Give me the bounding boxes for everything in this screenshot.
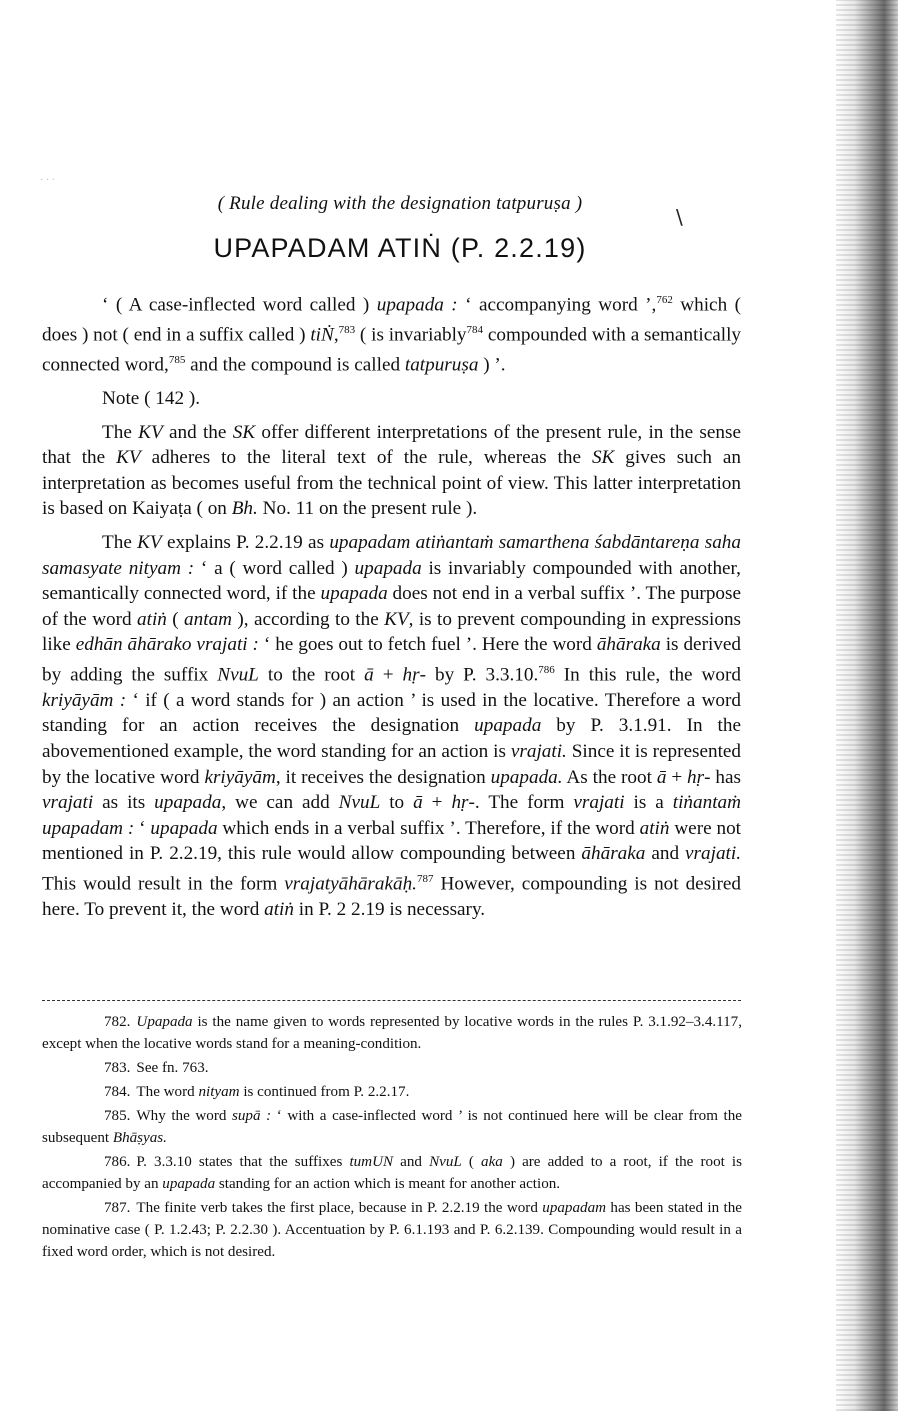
- footnote-reference: 783: [338, 323, 356, 336]
- paragraph-interpretations: The KV and the SK offer different interpretations of the present rule, in the sense that the KV adheres to the literal text of the rule, whereas the SK gives such an interpretation as becomes useful from the technical point of view. This latter interpretation is based on Kaiyaṭa ( on Bh. No. 11 on the present rule ).: [42, 421, 741, 520]
- footnote-reference: 787: [416, 873, 434, 886]
- footnote-reference: 786: [538, 663, 555, 676]
- footnote-text: See fn. 763.: [136, 1060, 209, 1076]
- footnote-reference: 762: [656, 294, 673, 306]
- footnote-784: [42, 1081, 742, 1103]
- rule-subheading: ( Rule dealing with the designation tatpuruṣa ): [217, 193, 583, 214]
- stray-pen-mark: \: [676, 205, 683, 229]
- footnote-number: 786.: [104, 1154, 131, 1170]
- rule-translation: ‘ ( A case-inflected word called ) upapada : ‘ accompanying word ’,$^{762}$ which ( does ) not ( end in a suffix called ) tiṄ,$^{783}$ ( is invariably$^{784}$ compounded with a semantically connected word,$^{785}$ and the compound is called tatpuruṣa ) ’.: [42, 294, 741, 376]
- footnotes: [42, 1011, 742, 1265]
- paragraph-kv-explanation: The KV explains P. 2.2.19 as upapadam atiṅantaṁ samarthena śabdāntareṇa saha samasyate nityam : ‘ a ( word called ) upapada is invariably compounded with another, semantically connected word, if the upapada does not end in a verbal suffix ’. The purpose of the word atiṅ ( antam ), according to the KV, is to prevent compounding in expressions like edhān āhārako vrajati : ‘ he goes out to fetch fuel ’. Here the word āhāraka is derived by adding the suffix NvuL to the root ā + hṛ- by P. 3.3.10.$^{786}$ In this rule, the word kriyāyām : ‘ if ( a word stands for ) an action ’ is used in the locative. Therefore a word standing for an action receives the designation upapada by P. 3.1.91. In the abovementioned example, the word standing for an action is vrajati. Since it is represented by the locative word kriyāyām, it receives the designation upapada. As the root ā + hṛ- has vrajati as its upapada, we can add NvuL to ā + hṛ-. The form vrajati is a tiṅantaṁ upapadam : ‘ upapada which ends in a verbal suffix ’. Therefore, if the word atiṅ were not mentioned in P. 2.2.19, this rule would allow compounding between āhāraka and vrajati. This would result in the form vrajatyāhārakāḥ.$^{787}$ However, compounding is not desired here. To prevent it, the word atiṅ in P. 2 2.19 is necessary.: [42, 531, 742, 921]
- footnote-number: 787.: [104, 1200, 131, 1216]
- rule-heading: UPAPADAM ATIṄ (P. 2.2.19): [213, 233, 587, 263]
- footnote-783: [42, 1057, 742, 1079]
- main-text: [42, 288, 741, 923]
- scan-speck: · · ·: [40, 175, 55, 186]
- footnote-text: Upapada is the name given to words represented by locative words in the rules P. 3.1.92–3.4.117, except when the locative words stand for a meaning-condition.: [42, 1014, 742, 1052]
- binding-shadow: [836, 0, 898, 1411]
- footnote-787: [42, 1197, 742, 1263]
- footnote-text: Why the word supā : ‘ with a case-inflected word ’ is not continued here will be clear from the subsequent Bhāṣyas.: [42, 1108, 742, 1146]
- note-label: Note ( 142 ).: [102, 387, 201, 409]
- footnote-text: The word nityam is continued from P. 2.2.17.: [136, 1084, 410, 1100]
- footnote-number: 784.: [104, 1084, 131, 1100]
- footnote-text: The finite verb takes the first place, because in P. 2.2.19 the word upapadam has been stated in the nominative case ( P. 1.2.43; P. 2.2.30 ). Accentuation by P. 6.1.193 and P. 6.2.139. Compounding would result in a fixed word order, which is not desired.: [42, 1200, 742, 1260]
- footnote-separator: [42, 1000, 741, 1001]
- footnote-782: [42, 1011, 742, 1055]
- footnote-number: 785.: [104, 1108, 131, 1124]
- footnote-785: [42, 1105, 742, 1149]
- footnote-reference: 785: [168, 353, 186, 366]
- footnote-786: [42, 1151, 742, 1195]
- footnote-reference: 784: [466, 323, 484, 336]
- footnote-text: P. 3.3.10 states that the suffixes tumUN and NvuL ( aka ) are added to a root, if the root is accompanied by an upapada standing for an action which is meant for another action.: [42, 1154, 742, 1192]
- footnote-number: 782.: [104, 1014, 131, 1030]
- footnote-number: 783.: [104, 1060, 131, 1076]
